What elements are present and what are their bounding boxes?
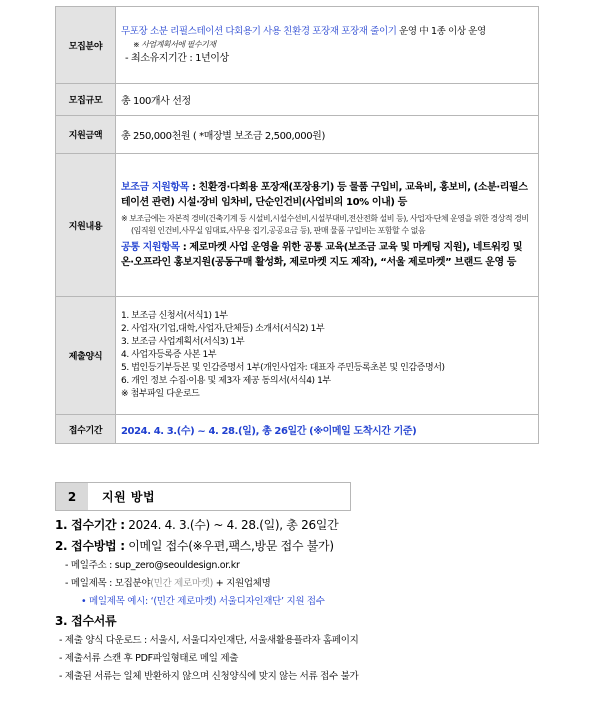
row-field	[56, 7, 539, 84]
section-title: 지원 방법	[102, 490, 156, 504]
subsidy-items-text: : 친환경·다회용 포장재(포장용기) 등 물품 구입비, 교육비, 홍보비, (소분·리필스테이션 관련) 시설·장비 임차비, 단순인건비(사업비의 10% 이내) 등	[121, 182, 528, 208]
field-highlight: 무포장 소분 리필스테이션 다회용기 사용 친환경 포장재 포장재 줄이기	[121, 26, 397, 37]
field-note: ※ 사업계획서에 필수기재	[133, 40, 216, 49]
common-items-text: : 제로마켓 사업 운영을 위한 공통 교육(보조금 교육 및 마케팅 지원), 네트워킹 및 온·오프라인 홍보지원(공동구매 활성화, 제로마켓 지도 제작), “서울 제로마켓” 브랜드 운영 등	[121, 242, 523, 268]
doc-item: 1. 보조금 신청서(서식1) 1부	[121, 311, 228, 321]
section-number: 2	[56, 483, 88, 510]
section-header	[55, 482, 351, 511]
label-field: 모집분야	[56, 7, 116, 84]
scale-value: 총 100개사 선정	[116, 84, 539, 116]
label-docs: 제출양식	[56, 297, 116, 415]
amount-value: 총 250,000천원 ( *매장별 보조금 2,500,000원)	[116, 116, 539, 154]
documents-line: - 제출서류 스캔 후 PDF파일형태로 메일 제출	[59, 653, 239, 664]
email-subject-prefix: - 메일제목 : 모집분야	[65, 578, 151, 589]
subsidy-note: ※ 보조금에는 자본적 경비(건축기계 등 시설비,시설수선비,시설부대비,전산전화 설비 등), 사업자·단체 운영을 위한 경상적 경비(임직원 인건비,사무실 임대료,사무용 집기,공공요금 등), 판매 물품 구입비는 포함할 수 없음	[121, 214, 529, 235]
label-period: 접수기간	[56, 415, 116, 444]
doc-item: 6. 개인 정보 수집·이용 및 제3자 제공 동의서(서식4) 1부	[121, 376, 331, 386]
row-content	[56, 154, 539, 297]
email-subject-field: (민간 제로마켓)	[150, 578, 214, 589]
field-min-period: - 최소유지기간 : 1년이상	[125, 53, 229, 64]
doc-item: 3. 보조금 사업계획서(서식3) 1부	[121, 337, 245, 347]
documents-line: - 제출된 서류는 일체 반환하지 않으며 신청양식에 맞지 않는 서류 접수 불가	[59, 671, 359, 682]
attachment-download-link[interactable]: ※ 첨부파일 다운로드	[121, 389, 200, 399]
application-method	[55, 515, 575, 686]
email-subject-suffix: + 지원업체명	[213, 578, 271, 589]
field-text: 운영 中 1종 이상 운영	[396, 26, 486, 37]
email-address[interactable]: - 메일주소 : sup_zero@seouldesign.or.kr	[65, 560, 240, 571]
documents-line: - 제출 양식 다운로드 : 서울시, 서울디자인재단, 서울새활용플라자 홈페이지	[59, 635, 359, 646]
doc-item: 4. 사업자등록증 사본 1부	[121, 350, 217, 360]
doc-item: 5. 법인등기부등본 및 인감증명서 1부(개인사업자: 대표자 주민등록초본 및 인감증명서)	[121, 363, 445, 373]
method-heading: 2. 접수방법 :	[55, 539, 125, 553]
row-period	[56, 415, 539, 444]
label-amount: 지원금액	[56, 116, 116, 154]
row-scale	[56, 84, 539, 116]
method-text: 이메일 접수(※우편,팩스,방문 접수 불가)	[124, 539, 334, 553]
period-value: 2024. 4. 3.(수) ~ 4. 28.(일), 총 26일간 (※이메일 도착시간 기준)	[116, 415, 539, 444]
subsidy-items-title: 보조금 지원항목	[121, 182, 189, 193]
period-text: 2024. 4. 3.(수) ~ 4. 28.(일), 총 26일간	[124, 518, 339, 532]
common-items-title: 공통 지원항목	[121, 242, 180, 253]
email-subject-example: • 메일제목 예시: ‘(민간 제로마켓) 서울디자인재단’ 지원 접수	[81, 596, 325, 607]
label-scale: 모집규모	[56, 84, 116, 116]
row-amount	[56, 116, 539, 154]
documents-heading: 3. 접수서류	[55, 614, 117, 628]
recruitment-info-table	[55, 6, 539, 444]
period-heading: 1. 접수기간 :	[55, 518, 125, 532]
row-docs	[56, 297, 539, 415]
label-content: 지원내용	[56, 154, 116, 297]
doc-item: 2. 사업자(기업,대학,사업자,단체등) 소개서(서식2) 1부	[121, 324, 325, 334]
